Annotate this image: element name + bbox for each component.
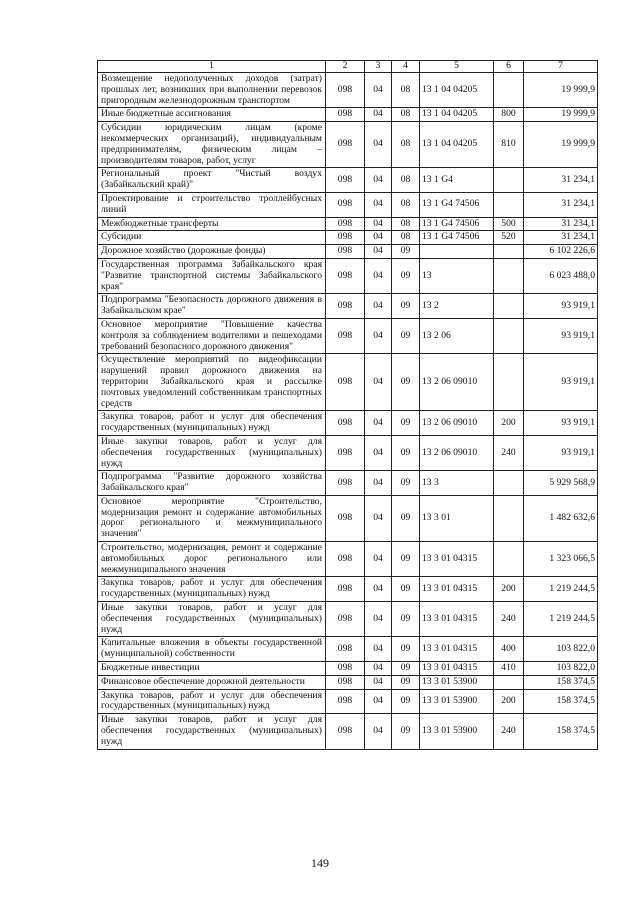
table-row: [98, 542, 598, 577]
row-target-code: 13 2 06 09010: [420, 411, 494, 436]
row-subsection: 09: [392, 318, 420, 353]
row-name: Проектирование и строительство троллейбусных линий: [98, 192, 326, 217]
row-expense-type: [494, 675, 524, 689]
row-name: Иные закупки товаров, работ и услуг для обеспечения государственных (муниципальных) нужд: [98, 435, 326, 470]
row-name: Иные бюджетные ассигнования: [98, 108, 326, 122]
row-ministry-code: 098: [326, 192, 365, 217]
row-name: Подпрограмма "Развитие дорожного хозяйства Забайкальского края": [98, 471, 326, 496]
row-ministry-code: 098: [326, 318, 365, 353]
row-subsection: 08: [392, 231, 420, 245]
row-section: 04: [365, 602, 392, 637]
header-col-5: 5: [420, 61, 494, 73]
row-amount: 5 929 568,9: [524, 471, 598, 496]
row-amount: 93 919,1: [524, 435, 598, 470]
row-name: Основное мероприятие "Строительство, модернизация ремонт и содержание автомобильных дорог регионального и межмуниципального значения": [98, 495, 326, 541]
row-amount: 1 482 632,6: [524, 495, 598, 541]
row-target-code: 13 3 01 53900: [420, 675, 494, 689]
table-row: [98, 495, 598, 541]
row-ministry-code: 098: [326, 542, 365, 577]
table-row: [98, 73, 598, 108]
row-expense-type: 410: [494, 662, 524, 676]
row-subsection: 09: [392, 662, 420, 676]
table-row: [98, 318, 598, 353]
row-expense-type: 200: [494, 577, 524, 602]
row-target-code: 13 3 01 04315: [420, 637, 494, 662]
row-name: Региональный проект "Чистый воздух (Забайкальский край)": [98, 168, 326, 193]
row-expense-type: [494, 245, 524, 259]
table-row: [98, 354, 598, 411]
row-expense-type: 240: [494, 602, 524, 637]
table-row: [98, 192, 598, 217]
row-target-code: [420, 245, 494, 259]
row-amount: 93 919,1: [524, 294, 598, 319]
row-subsection: 08: [392, 122, 420, 168]
row-target-code: 13 3 01 04315: [420, 542, 494, 577]
row-expense-type: [494, 294, 524, 319]
row-target-code: 13 1 04 04205: [420, 73, 494, 108]
row-amount: 19 999,9: [524, 73, 598, 108]
row-amount: 31 234,1: [524, 231, 598, 245]
row-target-code: 13 3 01 04315: [420, 577, 494, 602]
table-row: [98, 217, 598, 231]
row-name: Иные закупки товаров, работ и услуг для обеспечения государственных (муниципальных) нужд: [98, 714, 326, 749]
row-name: Межбюджетные трансферты: [98, 217, 326, 231]
table-row: [98, 675, 598, 689]
table-row: [98, 714, 598, 749]
row-amount: 31 234,1: [524, 168, 598, 193]
row-section: 04: [365, 108, 392, 122]
row-target-code: 13 2 06 09010: [420, 435, 494, 470]
row-section: 04: [365, 168, 392, 193]
row-section: 04: [365, 577, 392, 602]
row-expense-type: 810: [494, 122, 524, 168]
row-subsection: 09: [392, 602, 420, 637]
row-expense-type: 520: [494, 231, 524, 245]
row-expense-type: 200: [494, 689, 524, 714]
row-ministry-code: 098: [326, 108, 365, 122]
row-section: 04: [365, 231, 392, 245]
row-subsection: 09: [392, 495, 420, 541]
row-amount: 93 919,1: [524, 318, 598, 353]
row-name: Субсидии: [98, 231, 326, 245]
row-name: Субсидии юридическим лицам (кроме некоммерческих организаций), индивидуальным предпринимателям, физическим лицам – производителям товаров, работ, услуг: [98, 122, 326, 168]
row-ministry-code: 098: [326, 495, 365, 541]
row-name: Закупка товаров, работ и услуг для обеспечения государственных (муниципальных) нужд: [98, 411, 326, 436]
row-ministry-code: 098: [326, 662, 365, 676]
row-name: Строительство, модернизация, ремонт и содержание автомобильных дорог регионального или межмуниципального значения: [98, 542, 326, 577]
row-subsection: 09: [392, 577, 420, 602]
row-section: 04: [365, 714, 392, 749]
row-ministry-code: 098: [326, 258, 365, 293]
row-amount: 19 999,9: [524, 122, 598, 168]
row-subsection: 08: [392, 192, 420, 217]
row-name: Основное мероприятие "Повышение качества контроля за соблюдением водителями и пешеходами требований безопасного дорожного движения": [98, 318, 326, 353]
row-subsection: 09: [392, 471, 420, 496]
header-col-3: 3: [365, 61, 392, 73]
row-subsection: 09: [392, 245, 420, 259]
row-section: 04: [365, 294, 392, 319]
row-section: 04: [365, 245, 392, 259]
table-row: [98, 245, 598, 259]
row-amount: 31 234,1: [524, 217, 598, 231]
row-name: Возмещение недополученных доходов (затрат) прошлых лет, возникших при выполнении перевозок пригородным железнодорожным транспортом: [98, 73, 326, 108]
row-amount: 103 822,0: [524, 637, 598, 662]
row-ministry-code: 098: [326, 231, 365, 245]
row-expense-type: 500: [494, 217, 524, 231]
row-name: Капитальные вложения в объекты государственной (муниципальной) собственности: [98, 637, 326, 662]
row-ministry-code: 098: [326, 675, 365, 689]
row-amount: 31 234,1: [524, 192, 598, 217]
table-row: [98, 471, 598, 496]
row-target-code: 13 1 04 04205: [420, 122, 494, 168]
row-ministry-code: 098: [326, 354, 365, 411]
row-section: 04: [365, 542, 392, 577]
row-expense-type: [494, 318, 524, 353]
row-expense-type: [494, 495, 524, 541]
row-target-code: 13 2 06 09010: [420, 354, 494, 411]
table-row: [98, 689, 598, 714]
row-expense-type: 240: [494, 435, 524, 470]
row-section: 04: [365, 662, 392, 676]
row-ministry-code: 098: [326, 245, 365, 259]
row-expense-type: [494, 471, 524, 496]
row-ministry-code: 098: [326, 602, 365, 637]
row-section: 04: [365, 318, 392, 353]
row-section: 04: [365, 192, 392, 217]
row-target-code: 13 3 01 04315: [420, 602, 494, 637]
row-target-code: 13 1 04 04205: [420, 108, 494, 122]
header-row: [98, 61, 598, 73]
row-amount: 6 102 226,6: [524, 245, 598, 259]
row-expense-type: [494, 73, 524, 108]
row-ministry-code: 098: [326, 577, 365, 602]
row-expense-type: 240: [494, 714, 524, 749]
row-name: Государственная программа Забайкальского края "Развитие транспортной системы Забайкальского края": [98, 258, 326, 293]
row-expense-type: [494, 258, 524, 293]
row-subsection: 09: [392, 435, 420, 470]
row-section: 04: [365, 73, 392, 108]
page-number: 149: [311, 856, 329, 870]
table-row: [98, 231, 598, 245]
row-subsection: 09: [392, 294, 420, 319]
row-section: 04: [365, 435, 392, 470]
row-subsection: 09: [392, 714, 420, 749]
row-ministry-code: 098: [326, 122, 365, 168]
header-col-6: 6: [494, 61, 524, 73]
row-subsection: 09: [392, 675, 420, 689]
row-name: Бюджетные инвестиции: [98, 662, 326, 676]
header-col-1: 1: [98, 61, 326, 73]
table-row: [98, 294, 598, 319]
row-target-code: 13 2: [420, 294, 494, 319]
row-expense-type: 200: [494, 411, 524, 436]
table-row: [98, 122, 598, 168]
row-subsection: 09: [392, 354, 420, 411]
row-ministry-code: 098: [326, 689, 365, 714]
row-expense-type: [494, 542, 524, 577]
row-subsection: 09: [392, 689, 420, 714]
row-target-code: 13 2 06: [420, 318, 494, 353]
row-ministry-code: 098: [326, 294, 365, 319]
row-expense-type: 400: [494, 637, 524, 662]
row-amount: 93 919,1: [524, 354, 598, 411]
row-target-code: 13 3 01 04315: [420, 662, 494, 676]
row-section: 04: [365, 217, 392, 231]
row-section: 04: [365, 122, 392, 168]
table-row: [98, 662, 598, 676]
row-name: Закупка товаров, работ и услуг для обеспечения государственных (муниципальных) нужд: [98, 577, 326, 602]
row-section: 04: [365, 495, 392, 541]
row-target-code: 13 3 01 53900: [420, 689, 494, 714]
table-row: [98, 168, 598, 193]
row-target-code: 13 1 G4: [420, 168, 494, 193]
row-subsection: 09: [392, 637, 420, 662]
row-amount: 158 374,5: [524, 675, 598, 689]
row-expense-type: [494, 168, 524, 193]
row-section: 04: [365, 689, 392, 714]
table-row: [98, 577, 598, 602]
row-ministry-code: 098: [326, 435, 365, 470]
table-row: [98, 108, 598, 122]
row-target-code: 13 3 01: [420, 495, 494, 541]
row-ministry-code: 098: [326, 637, 365, 662]
row-subsection: 09: [392, 258, 420, 293]
table-row: [98, 411, 598, 436]
row-target-code: 13: [420, 258, 494, 293]
row-subsection: 08: [392, 168, 420, 193]
row-section: 04: [365, 637, 392, 662]
row-amount: 1 323 066,5: [524, 542, 598, 577]
row-name: Иные закупки товаров, работ и услуг для обеспечения государственных (муниципальных) нужд: [98, 602, 326, 637]
row-section: 04: [365, 471, 392, 496]
table-row: [98, 602, 598, 637]
row-target-code: 13 1 G4 74506: [420, 217, 494, 231]
header-col-7: 7: [524, 61, 598, 73]
row-section: 04: [365, 675, 392, 689]
row-amount: 158 374,5: [524, 689, 598, 714]
row-subsection: 08: [392, 73, 420, 108]
row-ministry-code: 098: [326, 73, 365, 108]
row-amount: 19 999,9: [524, 108, 598, 122]
row-name: Дорожное хозяйство (дорожные фонды): [98, 245, 326, 259]
table-row: [98, 637, 598, 662]
row-amount: 6 023 488,0: [524, 258, 598, 293]
row-target-code: 13 3: [420, 471, 494, 496]
table-row: [98, 258, 598, 293]
row-subsection: 08: [392, 108, 420, 122]
table-body: [98, 73, 598, 750]
row-subsection: 08: [392, 217, 420, 231]
row-ministry-code: 098: [326, 168, 365, 193]
row-subsection: 09: [392, 411, 420, 436]
row-ministry-code: 098: [326, 411, 365, 436]
row-section: 04: [365, 258, 392, 293]
row-expense-type: 800: [494, 108, 524, 122]
row-expense-type: [494, 354, 524, 411]
row-ministry-code: 098: [326, 217, 365, 231]
row-target-code: 13 3 01 53900: [420, 714, 494, 749]
row-name: Закупка товаров, работ и услуг для обеспечения государственных (муниципальных) нужд: [98, 689, 326, 714]
row-section: 04: [365, 354, 392, 411]
header-col-2: 2: [326, 61, 365, 73]
table-row: [98, 435, 598, 470]
row-name: Финансовое обеспечение дорожной деятельности: [98, 675, 326, 689]
row-target-code: 13 1 G4 74506: [420, 192, 494, 217]
row-name: Подпрограмма "Безопасность дорожного движения в Забайкальском крае": [98, 294, 326, 319]
row-expense-type: [494, 192, 524, 217]
row-amount: 103 822,0: [524, 662, 598, 676]
row-amount: 1 219 244,5: [524, 577, 598, 602]
row-amount: 1 219 244,5: [524, 602, 598, 637]
row-section: 04: [365, 411, 392, 436]
row-amount: 93 919,1: [524, 411, 598, 436]
row-subsection: 09: [392, 542, 420, 577]
row-name: Осуществление мероприятий по видеофиксации нарушений правил дорожного движения на территории Забайкальского края и рассылке почтовых уведомлений собственникам транспортных средств: [98, 354, 326, 411]
header-col-4: 4: [392, 61, 420, 73]
budget-table: [97, 60, 598, 750]
row-ministry-code: 098: [326, 471, 365, 496]
row-target-code: 13 1 G4 74506: [420, 231, 494, 245]
row-ministry-code: 098: [326, 714, 365, 749]
row-amount: 158 374,5: [524, 714, 598, 749]
